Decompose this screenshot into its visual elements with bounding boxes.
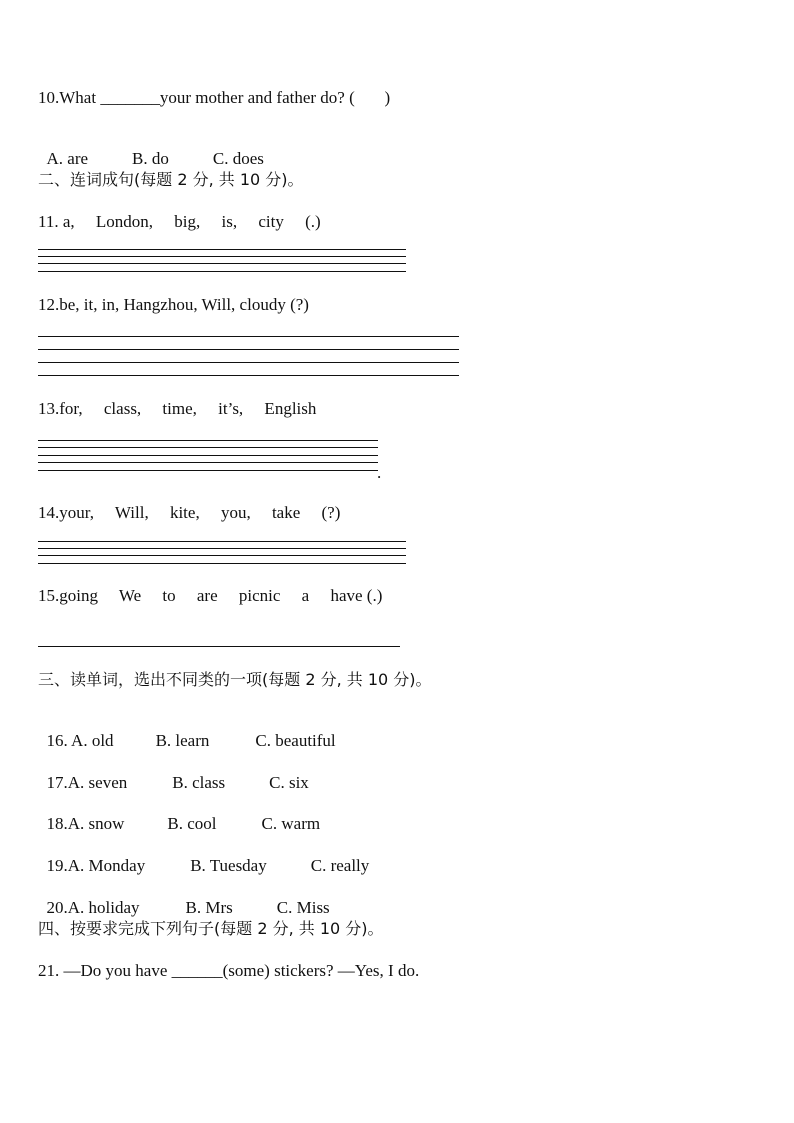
option-c: C. really: [310, 856, 370, 875]
option-b: B. class: [172, 773, 226, 792]
question-15: 15.going We to are picnic a have (.): [38, 586, 383, 605]
section-2-title: 二、连词成句(每题 2 分, 共 10 分)。: [38, 170, 304, 189]
option-c: C. Miss: [276, 898, 330, 917]
question-10-stem: 10.What _______your mother and father do? ( ): [38, 88, 391, 107]
question-13: 13.for, class, time, it’s, English: [38, 399, 317, 418]
option-a: 17.A. seven: [46, 773, 128, 792]
answer-line: [38, 440, 378, 441]
answer-line: [38, 375, 459, 376]
period-mark: .: [377, 463, 382, 482]
question-21: 21. —Do you have ______(some) stickers? —Yes, I do.: [38, 961, 420, 980]
option-c: C. warm: [261, 814, 321, 833]
question-16: [38, 711, 336, 751]
option-b: B. do: [132, 149, 169, 168]
option-c: C. beautiful: [255, 731, 336, 750]
option-b: B. Tuesday: [190, 856, 267, 875]
question-10-options: [38, 129, 264, 169]
answer-line: [38, 256, 406, 257]
answer-line: [38, 646, 400, 647]
question-17: [38, 753, 309, 793]
answer-line: [38, 455, 378, 456]
answer-line: [38, 462, 378, 463]
answer-line: [38, 541, 406, 542]
answer-line: [38, 336, 459, 337]
answer-line: [38, 555, 406, 556]
option-a: 16. A. old: [46, 731, 114, 750]
answer-line: [38, 349, 459, 350]
section-4-title: 四、按要求完成下列句子(每题 2 分, 共 10 分)。: [38, 919, 384, 938]
option-c: C. six: [269, 773, 309, 792]
question-14: 14.your, Will, kite, you, take (?): [38, 503, 341, 522]
option-b: B. learn: [155, 731, 210, 750]
option-a: A. are: [46, 149, 89, 168]
question-20: [38, 878, 330, 918]
option-c: C. does: [212, 149, 264, 168]
option-b: B. Mrs: [185, 898, 233, 917]
section-3-title: 三、读单词，选出不同类的一项(每题 2 分, 共 10 分)。: [38, 670, 432, 689]
question-19: [38, 836, 369, 876]
answer-line: [38, 249, 406, 250]
answer-line: [38, 563, 406, 564]
question-11: 11. a, London, big, is, city (.): [38, 212, 321, 231]
answer-line: [38, 362, 459, 363]
answer-line: [38, 548, 406, 549]
answer-line: [38, 470, 378, 471]
option-a: 20.A. holiday: [46, 898, 140, 917]
option-b: B. cool: [167, 814, 217, 833]
question-18: [38, 794, 320, 834]
answer-line: [38, 271, 406, 272]
answer-line: [38, 263, 406, 264]
question-12: 12.be, it, in, Hangzhou, Will, cloudy (?): [38, 295, 309, 314]
answer-line: [38, 447, 378, 448]
option-a: 19.A. Monday: [46, 856, 146, 875]
option-a: 18.A. snow: [46, 814, 125, 833]
